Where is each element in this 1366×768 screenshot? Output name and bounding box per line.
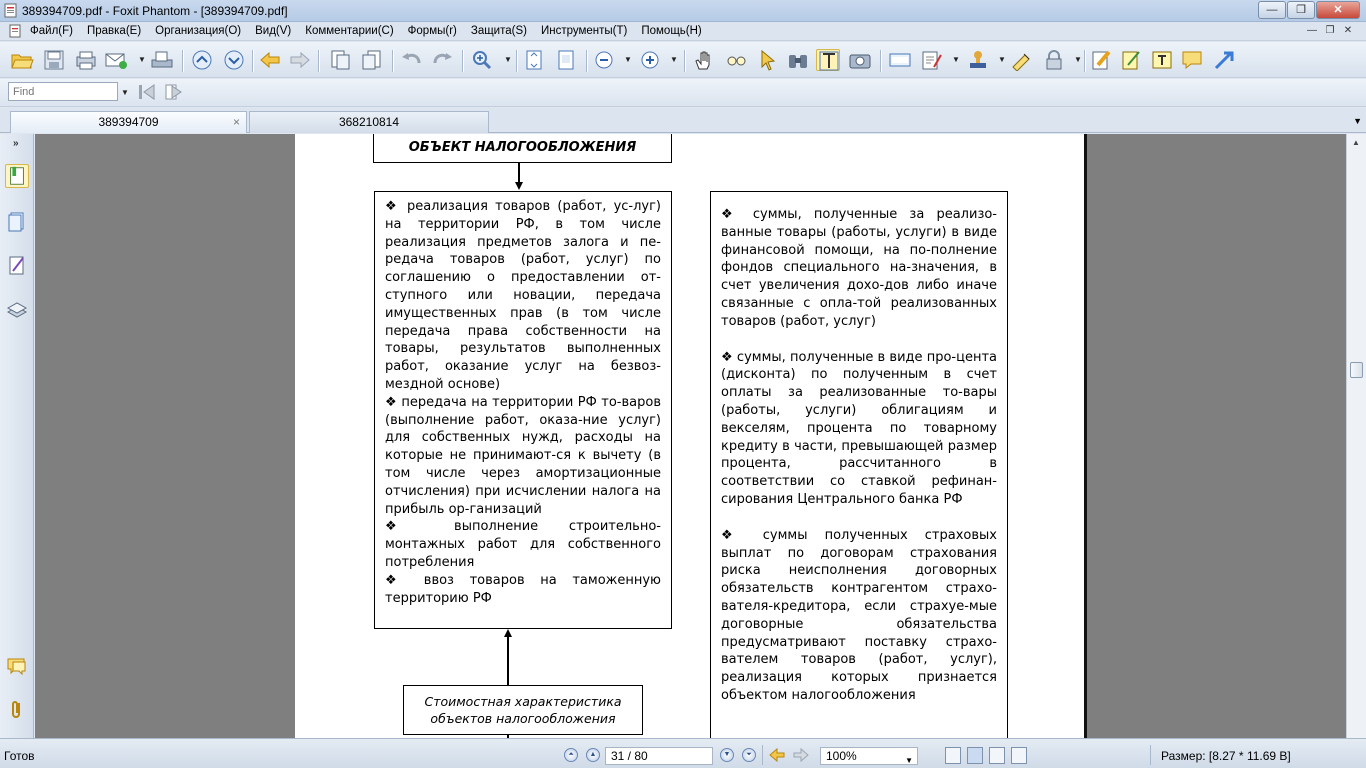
typewriter-icon[interactable] [888,49,912,71]
find-dropdown-icon[interactable]: ▼ [121,88,129,97]
email-dropdown-icon[interactable]: ▼ [138,55,146,64]
lock-icon[interactable] [1042,49,1066,71]
pdf-page [295,134,1087,738]
previous-page-icon[interactable]: ▲ [586,748,600,762]
insert-page-icon[interactable] [360,49,384,71]
right-taxable-box [710,191,1008,738]
document-viewport[interactable] [35,134,1346,738]
email-icon[interactable] [104,49,128,71]
tab-scroll-icon[interactable]: ▼ [1353,116,1362,126]
zoom-in-icon[interactable] [638,49,662,71]
maximize-button[interactable]: ❐ [1287,1,1315,19]
menu-view[interactable]: Вид(V) [255,25,292,37]
vertical-scrollbar[interactable] [1346,134,1366,738]
extract-page-icon[interactable] [328,49,352,71]
facing-view-icon[interactable] [989,747,1005,764]
find-toolbar [0,79,1366,107]
tab-label: 389394709 [98,115,159,129]
form-dropdown-icon[interactable]: ▼ [952,55,960,64]
left-item-2: ❖ передача на территории РФ то-варов (выполнение работ, оказа-ние услуг) для собственных нужд, расходы на которые не принимают-ся к вычету (в том числе через амортизационные отчисления) при исчислении налога на прибыль ор-ганизаций [385,394,661,517]
scan-icon[interactable] [150,49,174,71]
mdi-close-icon[interactable]: ✕ [1343,25,1353,36]
cost-characteristic-line1: Стоимостная характеристика [424,694,622,709]
arrow-tool-icon[interactable] [1212,49,1236,71]
go-forward-icon[interactable] [792,747,810,763]
snapshot-icon[interactable] [848,49,872,71]
tax-object-title-box: ОБЪЕКТ НАЛОГООБЛОЖЕНИЯ [373,134,672,163]
title-bar [0,0,1366,22]
status-ready: Готов [4,749,35,763]
left-item-3: ❖ выполнение строительно-монтажных работ для собственного потребления [385,519,661,570]
cost-characteristic-line2: объектов налогообложения [430,711,616,726]
menu-protect[interactable]: Защита(S) [470,25,527,37]
sign-icon[interactable] [1010,49,1034,71]
document-menu-icon[interactable] [8,24,24,38]
right-item-1: ❖ суммы, полученные за реализо-ванные товары (работы, услуги) в виде финансовой помощи, на по-полнение фондов специального на-значения, в счет увеличения дохо-дов либо иначе связанные с опла-той реализованных товаров (работ, услуг) [721,207,997,329]
zoom-out-dropdown-icon[interactable]: ▼ [624,55,632,64]
binoculars-icon[interactable] [786,49,810,71]
signatures-icon[interactable] [5,254,29,278]
next-page-button-icon[interactable]: ▼ [720,748,734,762]
expand-sidebar-icon[interactable]: » [13,138,19,149]
text-select-icon[interactable] [816,49,840,71]
document-tab-bar [0,108,1366,133]
find-previous-icon[interactable] [137,83,157,101]
left-taxable-box [374,191,672,629]
arrow-up-line [507,636,509,685]
menu-forms[interactable]: Формы(r) [407,25,457,37]
comment-icon[interactable] [1180,49,1204,71]
hand-icon[interactable] [692,49,716,71]
note-edit-icon[interactable] [1120,49,1144,71]
stamp-icon[interactable] [966,49,990,71]
continuous-facing-view-icon[interactable] [1011,747,1027,764]
last-page-icon[interactable]: ⏷ [742,748,756,762]
close-button[interactable]: ✕ [1316,1,1360,19]
zoom-out-icon[interactable] [592,49,616,71]
prev-page-icon[interactable] [190,49,214,71]
fit-page-icon[interactable] [522,49,546,71]
menu-file[interactable]: Файл(F) [30,25,73,37]
tab-389394709[interactable] [10,111,247,133]
menu-organize[interactable]: Организация(O) [155,25,242,37]
mdi-restore-icon[interactable]: ❐ [1325,25,1335,36]
page-size-text: Размер: [8.27 * 11.69 B] [1161,749,1291,763]
redo-icon[interactable] [430,49,454,71]
menu-tools[interactable]: Инструменты(T) [540,25,628,37]
comments-icon[interactable] [5,654,29,678]
menu-edit[interactable]: Правка(E) [86,25,142,37]
stamp-dropdown-icon[interactable]: ▼ [998,55,1006,64]
window-title: 389394709.pdf - Foxit Phantom - [389394709.pdf] [22,4,288,18]
arrow-down-head [515,182,523,190]
arrow-down-line [518,163,520,183]
status-bar [0,738,1366,768]
fit-width-icon[interactable] [554,49,578,71]
lock-dropdown-icon[interactable]: ▼ [1074,55,1082,64]
undo-icon[interactable] [400,49,424,71]
right-item-2: ❖ суммы, полученные в виде про-цента (дисконта) по полученным в счет оплаты за реализованные то-вары (работы, услуги) облигациям и векселям, процента по товарному кредиту в части, превышающей размер процента, рассчитанного в соответствии со ставкой рефинан-сирования Центрального банка РФ [721,349,997,507]
form-edit-icon[interactable] [920,49,944,71]
left-item-4: ❖ ввоз товаров на таможенную территорию РФ [385,572,661,606]
zoom-level-select[interactable] [820,747,918,765]
page-number-field[interactable]: 31 / 80 [605,747,713,765]
zoom-in-dropdown-icon[interactable]: ▼ [670,55,678,64]
layers-icon[interactable] [5,298,29,322]
bookmarks-icon[interactable] [5,164,29,188]
zoom-level-value: 100% [826,749,857,763]
textbox-icon[interactable] [1150,49,1174,71]
mdi-minimize-icon[interactable]: — [1307,25,1317,36]
app-icon [4,3,18,18]
save-icon[interactable] [42,49,66,71]
go-back-icon[interactable] [768,747,786,763]
back-icon[interactable] [258,49,282,71]
tab-close-icon[interactable]: × [232,115,240,129]
main-toolbar [0,42,1366,78]
right-item-3: ❖ суммы полученных страховых выплат по договорам страхования риска неисполнения договорных обязательств контрагентом страхо-вателя-кредитора, если страхуе-мые договорные обязательства предусматривают поставку страхо-вателем товаров (работ, услуг), реализация которых признается объектом налогообложения [721,527,997,703]
minimize-button[interactable]: — [1258,1,1286,19]
zoom-dropdown-caret-icon[interactable]: ▼ [905,756,913,765]
single-page-view-icon[interactable] [945,747,961,764]
find-input[interactable] [8,82,118,101]
menu-comments[interactable]: Комментарии(C) [305,25,394,37]
left-item-1: ❖ реализация товаров (работ, ус-луг) на территории РФ, в том числе реализация предметов залога и пе-редача товаров (работ, услуг) по соглашению о предоставлении от-ступного или новации, передача имущественных прав (в том числе передача права собственности на товары, результатов выполненных работ, оказание услуг на безвоз-мездной основе) [385,199,661,392]
forward-icon[interactable] [288,49,312,71]
navigation-sidebar [0,134,34,738]
menu-bar [0,22,1366,41]
continuous-view-icon[interactable] [967,747,983,764]
pages-icon[interactable] [5,210,29,234]
scrollbar-thumb[interactable] [1350,362,1363,378]
select-icon[interactable] [756,49,780,71]
attachments-icon[interactable] [5,698,29,722]
print-icon[interactable] [74,49,98,71]
zoom-dropdown-icon[interactable]: ▼ [504,55,512,64]
zoom-icon[interactable] [470,49,494,71]
first-page-icon[interactable]: ⏶ [564,748,578,762]
scroll-up-icon[interactable]: ▲ [1352,138,1360,147]
tab-368210814[interactable] [249,111,489,133]
menu-help[interactable]: Помощь(H) [641,25,702,37]
highlight-icon[interactable] [1090,49,1114,71]
loupe-icon[interactable] [724,49,748,71]
tab-label: 368210814 [338,115,400,129]
cost-characteristic-box [403,685,643,735]
next-page-icon[interactable] [222,49,246,71]
find-next-icon[interactable] [163,83,183,101]
open-icon[interactable] [10,49,34,71]
